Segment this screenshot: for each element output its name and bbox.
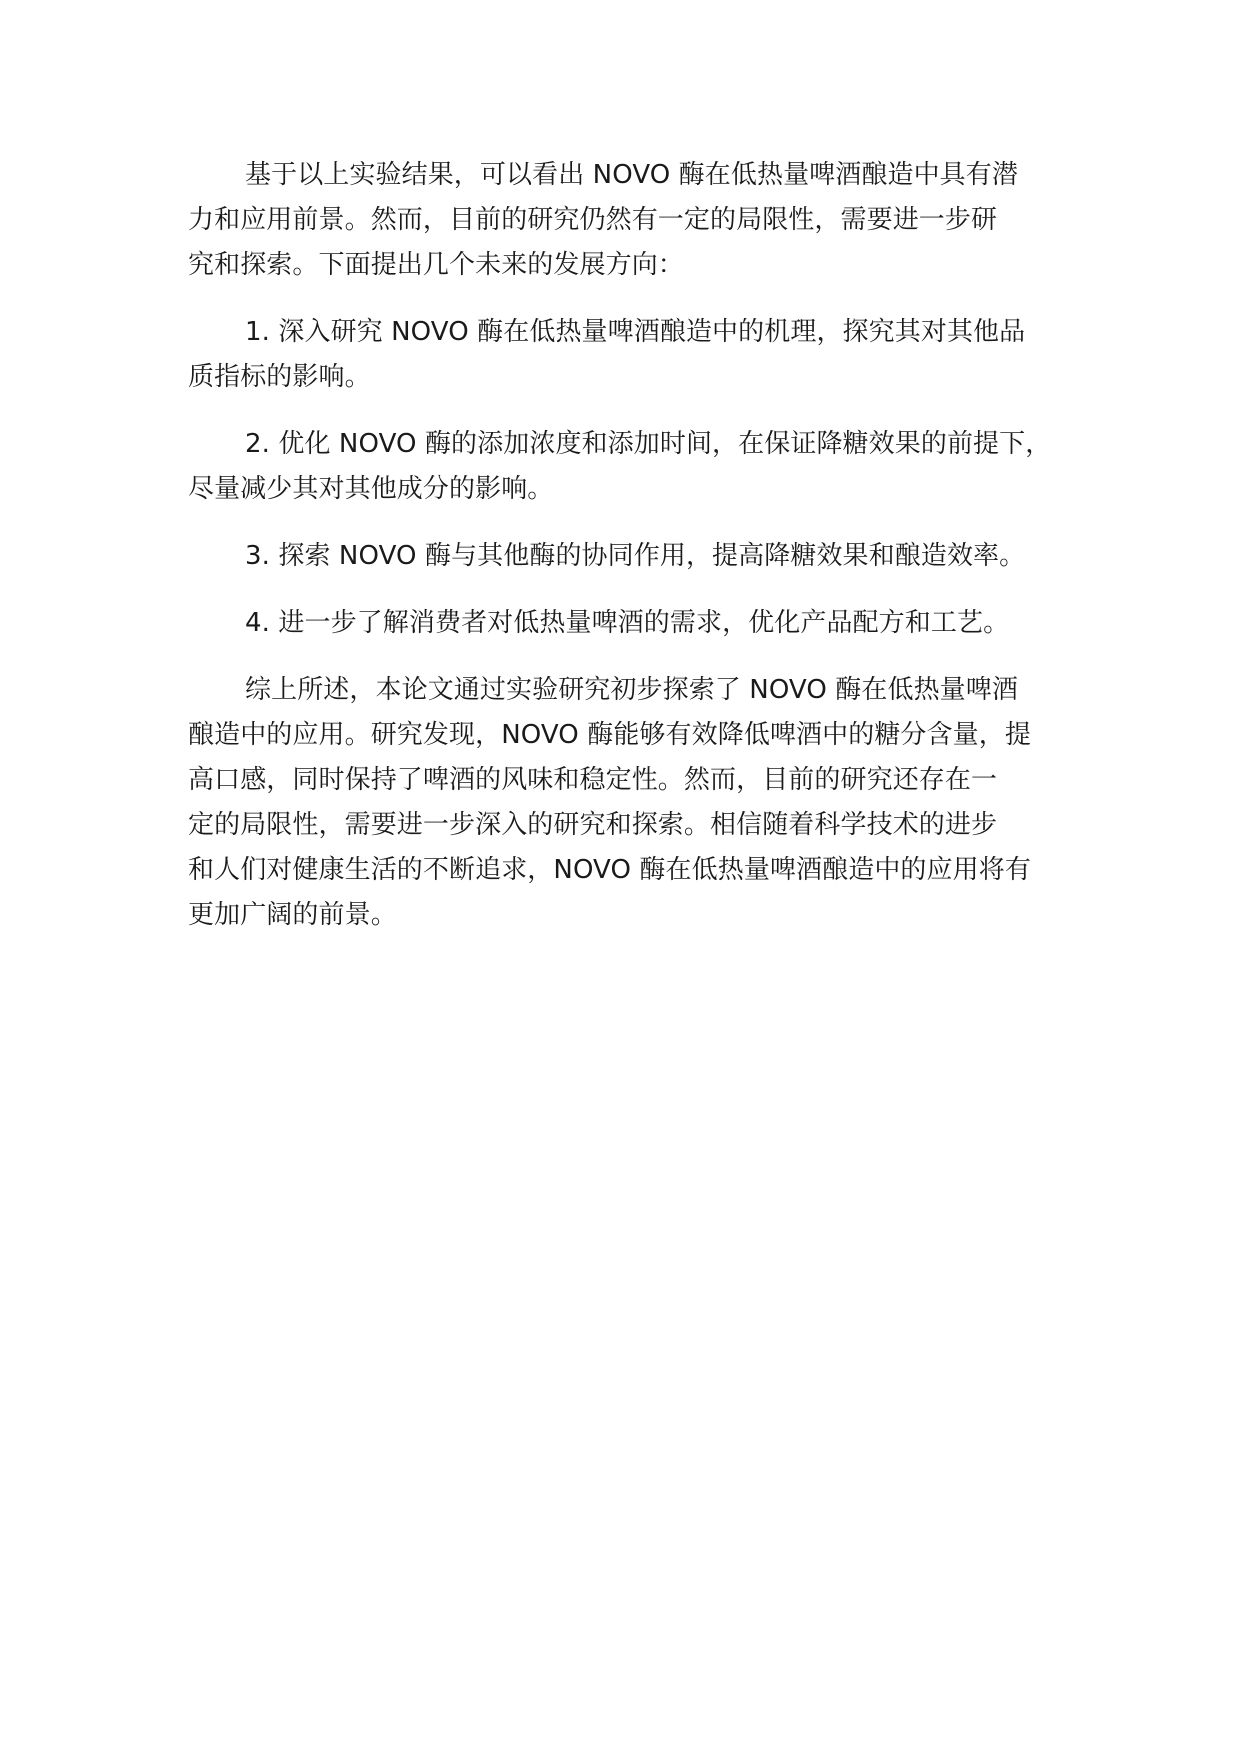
text-line: 和人们对健康生活的不断追求，NOVO 酶在低热量啤酒酿造中的应用将有 — [188, 855, 1031, 885]
text-line: 2. 优化 NOVO 酶的添加浓度和添加时间，在保证降糖效果的前提下， — [245, 429, 1052, 459]
text-line: 质指标的影响。 — [188, 362, 371, 392]
list-item-3 — [188, 534, 1078, 579]
text-line: 综上所述，本论文通过实验研究初步探索了 NOVO 酶在低热量啤酒 — [245, 675, 1018, 705]
list-item-4 — [188, 601, 1078, 646]
paragraph-intro — [188, 153, 1078, 288]
text-line: 定的局限性，需要进一步深入的研究和探索。相信随着科学技术的进步 — [188, 810, 998, 840]
text-line: 3. 探索 NOVO 酶与其他酶的协同作用，提高降糖效果和酿造效率。 — [245, 541, 1026, 571]
text-line: 力和应用前景。然而，目前的研究仍然有一定的局限性，需要进一步研 — [188, 205, 998, 235]
text-line: 更加广阔的前景。 — [188, 900, 397, 930]
text-line: 基于以上实验结果，可以看出 NOVO 酶在低热量啤酒酿造中具有潜 — [245, 160, 1018, 190]
text-line: 究和探索。下面提出几个未来的发展方向： — [188, 250, 684, 280]
paragraph-conclusion — [188, 668, 1078, 938]
text-line: 4. 进一步了解消费者对低热量啤酒的需求，优化产品配方和工艺。 — [245, 608, 1010, 638]
list-item-1 — [188, 310, 1078, 400]
text-line: 高口感，同时保持了啤酒的风味和稳定性。然而，目前的研究还存在一 — [188, 765, 998, 795]
text-line: 酿造中的应用。研究发现，NOVO 酶能够有效降低啤酒中的糖分含量，提 — [188, 720, 1031, 750]
text-line: 尽量减少其对其他成分的影响。 — [188, 474, 554, 504]
document-body — [188, 153, 1078, 960]
text-line: 1. 深入研究 NOVO 酶在低热量啤酒酿造中的机理，探究其对其他品 — [245, 317, 1026, 347]
list-item-2 — [188, 422, 1078, 512]
